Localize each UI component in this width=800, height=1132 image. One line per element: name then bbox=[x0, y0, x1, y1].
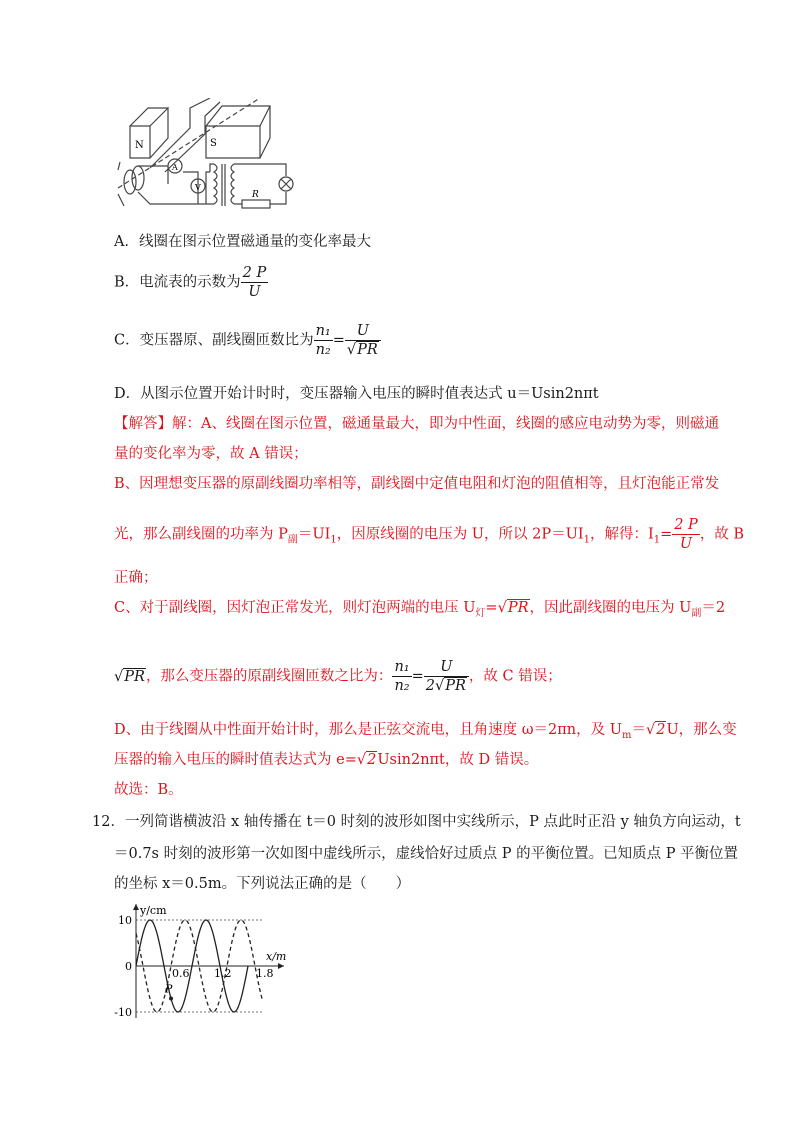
answer-a-text: 解：A、线圈在图示位置，磁通量最大，即为中性面，线圈的感应电动势为零，则磁通 bbox=[172, 416, 719, 432]
x-axis-label: x/m bbox=[266, 950, 287, 963]
answer-b2-mid3: ，解得：I bbox=[589, 526, 654, 543]
y-tick-label: 0 bbox=[125, 960, 132, 973]
answer-a-line2: 量的变化率为零，故 A 错误； bbox=[114, 446, 308, 462]
answer-b2-fraction bbox=[672, 516, 700, 553]
answer-c1-sub2: 副 bbox=[691, 607, 702, 619]
answer-c2-value-den-radicand: PR bbox=[445, 678, 466, 694]
answer-d1-radicand: 2 bbox=[656, 722, 666, 738]
point-p-marker bbox=[169, 997, 173, 1001]
answer-d1-eq: ＝ bbox=[631, 722, 646, 738]
answer-d1-pre: D、由于线圈从中性面开始计时，那么是正弦交流电，且角速度 ω＝2πn，及 U bbox=[114, 722, 622, 738]
answer-b-line1: B、因理想变压器的原副线圈功率相等，副线圈中定值电阻和灯泡的阻值相等，且灯泡能正常发 bbox=[114, 476, 720, 492]
option-c-prefix: C．变压器原、副线圈匝数比为 bbox=[114, 332, 314, 349]
option-c-equals: = bbox=[332, 332, 345, 349]
answer-d-line2: 压器的输入电压的瞬时值表达式为 e=√2Usin2nπt，故 D 错误。 bbox=[114, 752, 539, 768]
answer-b2-mid2: ，因原线圈的电压为 U，所以 2P＝UI bbox=[336, 526, 584, 543]
answer-b-line2 bbox=[114, 516, 744, 553]
answer-c2-value bbox=[424, 658, 469, 695]
answer-b2-sub1: 1 bbox=[330, 534, 337, 546]
answer-choice: 故选：B。 bbox=[114, 782, 183, 798]
voltmeter-label: V bbox=[195, 183, 201, 192]
answer-c2-mid: ，那么变压器的原副线圈匝数之比为： bbox=[145, 668, 393, 685]
answer-b2-pre: 光，那么副线圈的功率为 P bbox=[114, 526, 288, 543]
answer-d1-end: U，那么变 bbox=[666, 722, 737, 738]
answer-b2-mid: ＝UI bbox=[297, 526, 331, 543]
answer-c2-eq: = bbox=[411, 668, 424, 685]
answer-c2-end: ，故 C 错误； bbox=[468, 668, 562, 685]
option-c-value bbox=[345, 322, 381, 359]
x-axis-arrow bbox=[278, 963, 284, 969]
generator-transformer-figure bbox=[110, 98, 300, 216]
answer-b2-sub3: 1 bbox=[653, 534, 661, 546]
answer-b-line3: 正确； bbox=[114, 570, 158, 586]
option-c-value-num: U bbox=[345, 322, 381, 341]
answer-a-line1 bbox=[114, 414, 719, 434]
answer-b2-num: 2 P bbox=[674, 517, 698, 533]
wave-chart bbox=[110, 898, 310, 1028]
option-b-numerator: 2 P bbox=[242, 265, 267, 281]
answer-c1-post: ，因此副线圈的电压为 U bbox=[529, 600, 692, 616]
option-c-radicand: PR bbox=[357, 342, 378, 358]
y-axis-label: y/cm bbox=[140, 904, 167, 917]
answer-d1-sub: m bbox=[621, 729, 632, 741]
answer-b2-eq: = bbox=[660, 526, 673, 543]
answer-c1-eq: = bbox=[485, 600, 498, 616]
q12-line2: ＝0.7s 时刻的波形第一次如图中虚线所示，虚线恰好过质点 P 的平衡位置。已知质点 P 平衡位置 bbox=[114, 846, 739, 862]
x-tick-label: 1.2 bbox=[214, 967, 232, 980]
answer-c2-ratio bbox=[392, 658, 411, 695]
x-tick-label: 0.6 bbox=[172, 967, 190, 980]
answer-d2-pre: 压器的输入电压的瞬时值表达式为 e= bbox=[114, 752, 357, 768]
answer-c-line2: √PR，那么变压器的原副线圈匝数之比为： $\frac{\text{n₁}}{\text{n₂}}$ = $\frac{U}{2√PR}$ ，故 C 错误； bbox=[114, 659, 562, 694]
answer-c2-ratio-num: n₁ bbox=[394, 659, 410, 675]
option-b-prefix: B．电流表的示数为 bbox=[114, 274, 241, 291]
south-pole-label: S bbox=[210, 138, 217, 149]
option-c-ratio-num: n₁ bbox=[315, 323, 331, 339]
answer-c1-radicand: PR bbox=[507, 600, 529, 616]
q12-line3: 的坐标 x＝0.5m。下列说法正确的是（ ） bbox=[114, 876, 411, 892]
y-axis-arrow bbox=[133, 904, 139, 910]
q12-line1: 12．一列简谐横波沿 x 轴传播在 t＝0 时刻的波形如图中实线所示，P 点此时正沿 y 轴负方向运动，t bbox=[92, 814, 741, 830]
x-tick-label: 1.8 bbox=[256, 967, 274, 980]
answer-b2-sub2: 1 bbox=[583, 534, 590, 546]
y-tick-label: -10 bbox=[114, 1006, 132, 1019]
option-a: A．线圈在图示位置磁通量的变化率最大 bbox=[114, 234, 371, 250]
option-b-fraction bbox=[241, 264, 269, 301]
option-d: D．从图示位置开始计时时，变压器输入电压的瞬时值表达式 u＝Usin2nπt bbox=[114, 386, 599, 402]
option-c-value-den: √PR bbox=[346, 342, 378, 358]
ammeter-label: A bbox=[172, 163, 178, 172]
y-tick-label: 10 bbox=[118, 914, 132, 927]
answer-c2-ratio-den: n₂ bbox=[394, 678, 410, 694]
answer-c2-radicand: PR bbox=[124, 668, 145, 685]
answer-c1-pre: C、对于副线圈，因灯泡正常发光，则灯泡两端的电压 U bbox=[114, 600, 476, 616]
north-pole-label: N bbox=[135, 140, 144, 151]
answer-c1-sub: 灯 bbox=[475, 607, 486, 619]
option-b-denominator: U bbox=[248, 284, 261, 300]
option-b bbox=[114, 264, 268, 301]
answer-c-line1: C、对于副线圈，因灯泡正常发光，则灯泡两端的电压 $U_灯=√PR$，因此副线圈的电压为 $U_副=2$ bbox=[114, 600, 726, 619]
answer-c2-value-den: 2√PR bbox=[425, 678, 466, 694]
option-c-ratio bbox=[314, 322, 333, 359]
answer-c2-value-num: U bbox=[424, 658, 469, 677]
point-p-label: P bbox=[165, 982, 173, 996]
answer-c1-end: ＝2 bbox=[701, 600, 726, 616]
answer-c2-value-den-pre: 2 bbox=[425, 678, 435, 694]
answer-b2-sub: 副 bbox=[287, 534, 298, 546]
option-c-ratio-den: n₂ bbox=[315, 342, 331, 358]
answer-b2-den: U bbox=[679, 536, 693, 552]
answer-b2-end: ，故 B bbox=[699, 526, 745, 543]
answer-d2-radicand: 2 bbox=[367, 752, 377, 768]
answer-d2-end: Usin2nπt，故 D 错误。 bbox=[377, 752, 539, 768]
answer-tag: 【解答】 bbox=[114, 416, 172, 432]
option-c bbox=[114, 322, 381, 359]
resistor-label: R bbox=[252, 190, 259, 200]
answer-d-line1: D、由于线圈从中性面开始计时，那么是正弦交流电，且角速度 ω＝2πn，及 $U_m=√2U$，那么变 bbox=[114, 722, 737, 741]
